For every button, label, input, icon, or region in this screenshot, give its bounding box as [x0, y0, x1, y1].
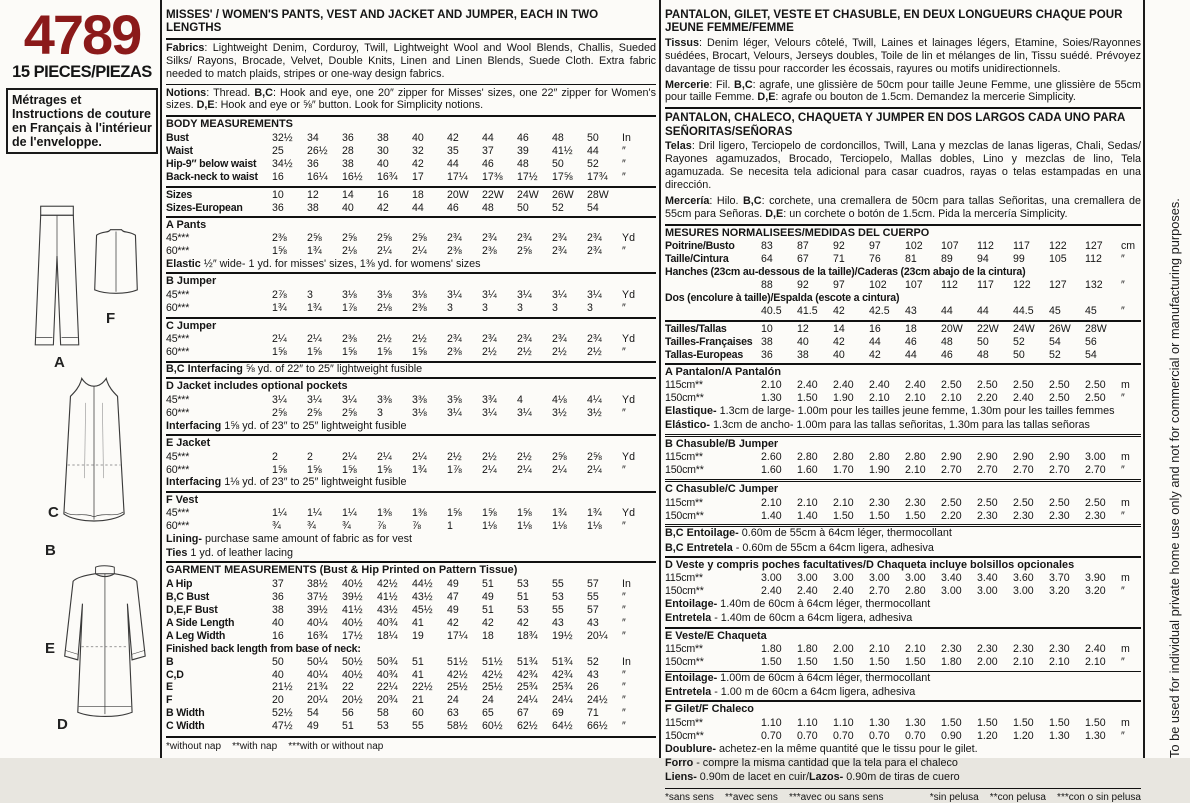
d-entoilage-note: Entoilage- 1.40m de 60cm à 64cm léger, thermocollant — [665, 598, 931, 611]
table-row: 45*** 2⅜ 2⅝ 2⅝ 2⅝ 2⅝ 2¾ 2¾ 2¾ 2¾ 2¾ Yd — [166, 232, 635, 245]
mesures-heading: MESURES NORMALISEES/MEDIDAS DEL CUERPO — [665, 226, 930, 239]
e-interfacing-note: Interfacing 1⅛ yd. of 23″ to 25″ lightweight fusible — [166, 476, 407, 489]
jumper-line-art — [62, 374, 126, 556]
international-column — [665, 6, 1141, 803]
e-entretela-note: Entretela - 1.00 m de 60cm a 64cm ligera, adhesiva — [665, 686, 916, 699]
table-row: 45*** 2⅞ 3 3⅛ 3⅛ 3⅛ 3¼ 3¼ 3¼ 3¼ 3¼ Yd — [166, 288, 635, 301]
figure-label-e: E — [45, 640, 56, 657]
c-jumper-heading: C Jumper — [166, 319, 217, 332]
table-row: A Side Length 40 40¼ 40½ 40¾ 41 42 42 42 43 43 ″ — [166, 616, 626, 629]
table-row: Sizes-European 36 38 40 42 44 46 48 50 52 54 — [166, 201, 599, 214]
fabrics-paragraph: Fabrics: Lightweight Denim, Corduroy, Twill, Lightweight Wool and Wool Blends, Challis, Sueded Silks/ Rayons, Brocade, Velvet, Double Knits, Linen and Linen Blends, Suede Cloth. Extra fabric needed to match plaids, stripes or one-way design fabrics. — [166, 41, 656, 80]
sizes-table — [166, 188, 656, 216]
notions-paragraph: Notions: Thread. B,C: Hook and eye, one 20″ zipper for Misses' sizes, one 22″ zipper for Women's sizes. D,E: Hook and eye or ⅝″ button. Look for Simplicity notions. — [166, 86, 656, 112]
elastico-note: Elástico- 1.3cm de ancho- 1.00m para las tallas señoritas, 1.30m para las tallas señoras — [665, 419, 1090, 432]
table-row: 115cm** 3.00 3.00 3.00 3.00 3.00 3.40 3.40 3.60 3.70 3.90 m — [665, 572, 1130, 585]
column-divider — [160, 0, 162, 758]
pants-line-art — [28, 200, 86, 352]
bc-entoilage-note: B,C Entoilage- 0.60m de 55cm à 64cm léger, thermocollant — [665, 527, 952, 540]
table-row: 150cm** 1.30 1.50 1.90 2.10 2.10 2.10 2.20 2.40 2.50 2.50 ″ — [665, 392, 1125, 405]
home-use-notice: To be used for individual private home use only and not for commercial or manufacturing purposes. — [1167, 198, 1182, 758]
d-veste-heading: D Veste y compris poches facultatives/D Chaqueta incluye bolsillos opcionales — [665, 558, 1075, 571]
table-row: Taille/Cintura 64 67 71 76 81 89 94 99 105 112 ″ — [665, 253, 1125, 266]
table-row: 150cm** 1.40 1.40 1.50 1.50 1.50 2.20 2.30 2.30 2.30 2.30 ″ — [665, 509, 1125, 522]
table-row: Tailles-Françaises 38 40 42 44 46 48 50 52 54 56 — [665, 335, 1097, 348]
tailles-table — [665, 322, 1141, 363]
c-chasuble-heading: C Chasuble/C Jumper — [665, 483, 779, 495]
english-column — [166, 6, 656, 752]
table-row: 45*** 3¼ 3¼ 3¼ 3⅜ 3⅜ 3⅝ 3¾ 4 4⅛ 4¼ Yd — [166, 393, 635, 406]
table-row: D,E,F Bust 38 39½ 41½ 43½ 45½ 49 51 53 55 57 ″ — [166, 603, 626, 616]
a-pantalon-heading: A Pantalon/A Pantalón — [665, 365, 781, 378]
telas-paragraph: Telas: Dril ligero, Terciopelo de cordoncillos, Twill, Lana y mezclas de lanas ligeras, Chali, Sedas/ Rayones agamuzados, Brocado, Terciopelo, Mallas dobles, Lino y mezclas de lino, Tela agamuzada. Se necesita tela adicional para casar cuadros, rayas o telas estampadas en una dirección. — [665, 140, 1141, 191]
spanish-title: PANTALON, CHALECO, CHAQUETA Y JUMPER EN DOS LARGOS CADA UNO PARA SEÑORITAS/SEÑORAS — [665, 111, 1125, 138]
figure-label-f: F — [106, 310, 116, 327]
table-row: Dos (encolure à taille)/Espalda (escote a cintura) — [665, 292, 900, 305]
e-jacket-table — [166, 451, 656, 477]
table-row: B 50 50¼ 50½ 50¾ 51 51½ 51½ 51¾ 51¾ 52 In — [166, 655, 631, 668]
table-row: 60*** 2⅝ 2⅝ 2⅝ 3 3⅛ 3¼ 3¼ 3¼ 3½ 3½ ″ — [166, 406, 626, 419]
table-row: 60*** 1⅝ 1⅝ 1⅝ 1⅝ 1⅝ 2⅜ 2½ 2½ 2½ 2½ ″ — [166, 346, 626, 359]
table-row: Sizes 10 12 14 16 18 20W 22W 24W 26W 28W — [166, 188, 609, 201]
c-chasuble-table — [665, 497, 1141, 523]
table-row: 60*** ¾ ¾ ¾ ⅞ ⅞ 1 1⅛ 1⅛ 1⅛ 1⅛ ″ — [166, 520, 626, 533]
table-row: 115cm** 2.10 2.10 2.10 2.30 2.30 2.50 2.50 2.50 2.50 2.50 m — [665, 496, 1130, 509]
table-row: 150cm** 0.70 0.70 0.70 0.70 0.70 0.90 1.20 1.20 1.30 1.30 ″ — [665, 729, 1125, 742]
a-pants-table — [166, 232, 656, 258]
pattern-number: 4789 — [23, 3, 141, 66]
d-veste-table — [665, 572, 1141, 598]
left-column — [6, 3, 158, 154]
table-row: Hanches (23cm au-dessous de la taille)/Caderas (23cm abajo de la cintura) — [665, 266, 1026, 279]
figure-label-b: B — [45, 542, 56, 559]
forro-note: Forro - compre la misma cantidad que la tela para el chaleco — [665, 757, 958, 770]
table-row: E 21½ 21¾ 22 22¼ 22½ 25½ 25½ 25¾ 25¾ 26 ″ — [166, 681, 626, 694]
international-footnotes — [665, 789, 1141, 803]
f-gilet-heading: F Gilet/F Chaleco — [665, 703, 754, 716]
ties-note: Ties 1 yd. of leather lacing — [166, 547, 294, 560]
body-measurements-table — [166, 132, 656, 184]
e-jacket-heading: E Jacket — [166, 436, 211, 449]
e-veste-heading: E Veste/E Chaqueta — [665, 629, 767, 642]
f-vest-heading: F Vest — [166, 493, 199, 506]
table-row: 115cm** 2.60 2.80 2.80 2.80 2.80 2.90 2.90 2.90 2.90 3.00 m — [665, 451, 1130, 464]
table-row: F 20 20¼ 20½ 20¾ 21 24 24 24¼ 24¼ 24½ ″ — [166, 694, 626, 707]
figure-label-a: A — [54, 354, 65, 371]
table-row: Hip-9″ below waist 34½ 36 38 40 42 44 46 48 50 52 ″ — [166, 157, 626, 170]
table-row: Poitrine/Busto 83 87 92 97 102 107 112 117 122 127 cm — [665, 240, 1136, 253]
table-row: Bust 32½ 34 36 38 40 42 44 46 48 50 In — [166, 132, 631, 145]
liens-note: Liens- 0.90m de lacet en cuir/Lazos- 0.90m de tiras de cuero — [665, 771, 960, 784]
f-gilet-table — [665, 717, 1141, 743]
b-jumper-table — [166, 289, 656, 315]
table-row: 60*** 1⅝ 1¾ 2⅛ 2¼ 2¼ 2⅜ 2⅜ 2⅝ 2¾ 2¾ ″ — [166, 245, 626, 258]
table-row: Back-neck to waist 16 16¼ 16½ 16¾ 17 17¼ 17⅜ 17½ 17⅝ 17¾ ″ — [166, 170, 626, 183]
figure-label-c: C — [48, 504, 59, 521]
table-row: 150cm** 1.60 1.60 1.70 1.90 2.10 2.70 2.70 2.70 2.70 2.70 ″ — [665, 464, 1125, 477]
mesures-table — [665, 240, 1141, 318]
french-title: PANTALON, GILET, VESTE ET CHASUBLE, EN DEUX LONGUEURS CHAQUE POUR JEUNE FEMME/FEMME — [665, 8, 1123, 35]
table-row: Tailles/Tallas 10 12 14 16 18 20W 22W 24W 26W 28W — [665, 322, 1107, 335]
table-row: 115cm** 2.10 2.40 2.40 2.40 2.40 2.50 2.50 2.50 2.50 2.50 m — [665, 379, 1130, 392]
table-row: 88 92 97 102 107 112 117 122 127 132 ″ — [761, 279, 1125, 292]
english-footnotes: *without nap **with nap ***with or without nap — [166, 741, 384, 753]
a-pantalon-table — [665, 379, 1141, 405]
bc-entretela-note: B,C Entretela - 0.60m de 55cm a 64cm ligera, adhesiva — [665, 541, 934, 554]
table-row: B Width 52½ 54 56 58 60 63 65 67 69 71 ″ — [166, 707, 626, 720]
d-entretela-note: Entretela - 1.40m de 60cm a 64cm ligera, adhesiva — [665, 612, 913, 625]
a-pants-heading: A Pants — [166, 218, 207, 231]
table-row: 60*** 1⅝ 1⅝ 1⅝ 1⅝ 1¾ 1⅞ 2¼ 2¼ 2¼ 2¼ ″ — [166, 463, 626, 476]
garment-measurements-table — [166, 578, 656, 733]
mercerie-paragraph: Mercerie: Fil. B,C: agrafe, une glissière de 50cm pour taille Jeune Femme, une glissière de 55cm pour taille Femme. D,E: agrafe ou bouton de 1.5cm. Demandez la mercerie Simplicity. — [665, 78, 1141, 104]
pieces-count: 15 PIECES/PIEZAS — [12, 63, 152, 82]
d-jacket-heading: D Jacket includes optional pockets — [166, 380, 348, 393]
e-entoilage-note: Entoilage- 1.00m de 60cm à 64cm léger, thermocollant — [665, 672, 931, 685]
body-measurements-heading: BODY MEASUREMENTS — [166, 118, 293, 131]
f-vest-table — [166, 507, 656, 533]
table-row: A Hip 37 38½ 40½ 42½ 44½ 49 51 53 55 57 In — [166, 578, 631, 591]
coat-line-art — [60, 564, 148, 722]
e-veste-table — [665, 643, 1141, 669]
elastique-note: Elastique- 1.3cm de large- 1.00m pour les tailles jeune femme, 1.30m pour les tailles femmes — [665, 405, 1115, 418]
table-row: C,D 40 40¼ 40½ 40¾ 41 42½ 42½ 42¾ 42¾ 43 ″ — [166, 668, 626, 681]
table-row: B,C Bust 36 37½ 39½ 41½ 43½ 47 49 51 53 55 ″ — [166, 590, 626, 603]
table-row: 45*** 1¼ 1¼ 1¼ 1⅜ 1⅜ 1⅝ 1⅝ 1⅝ 1¾ 1¾ Yd — [166, 507, 635, 520]
c-jumper-table — [166, 333, 656, 359]
bc-interfacing-note: B,C Interfacing ⅝ yd. of 22″ to 25″ lightweight fusible — [166, 363, 423, 376]
b-chasuble-heading: B Chasuble/B Jumper — [665, 437, 779, 450]
spanish-footnotes: *sin pelusa **con pelusa ***con o sin pelusa — [929, 792, 1141, 803]
doublure-note: Doublure- achetez-en la même quantité que le tissu pour le gilet. — [665, 742, 978, 755]
table-row: Waist 25 26½ 28 30 32 35 37 39 41½ 44 ″ — [166, 144, 626, 157]
b-chasuble-table — [665, 451, 1141, 477]
elastic-note: Elastic ½″ wide- 1 yd. for misses' sizes, 1⅜ yd. for womens' sizes — [166, 258, 481, 271]
b-jumper-heading: B Jumper — [166, 275, 217, 288]
merceria-paragraph: Mercería: Hilo. B,C: corchete, una cremallera de 50cm para tallas Señoritas, una cremallera de 55cm para Señoras. D,E: un corchete o botón de 1.5cm. Pida la mercería Simplicity. — [665, 194, 1141, 220]
d-jacket-table — [166, 394, 656, 420]
table-row: 45*** 2¼ 2¼ 2⅜ 2½ 2½ 2¾ 2¾ 2¾ 2¾ 2¾ Yd — [166, 333, 635, 346]
vest-line-art — [91, 226, 141, 300]
table-row: 150cm** 2.40 2.40 2.40 2.70 2.80 3.00 3.00 3.00 3.20 3.20 ″ — [665, 585, 1125, 598]
garment-measurements-heading: GARMENT MEASUREMENTS (Bust & Hip Printed on Pattern Tissue) — [166, 564, 518, 577]
table-row: A Leg Width 16 16¾ 17½ 18¼ 19 17¼ 18 18¾ 19½ 20¼ ″ — [166, 629, 626, 642]
table-row: 60*** 1¾ 1¾ 1⅞ 2⅛ 2⅜ 3 3 3 3 3 ″ — [166, 301, 626, 314]
tissus-paragraph: Tissus: Denim léger, Velours côtelé, Twill, Laines et lainages légers, Etamine, Soies/Rayonnes suédées, Brocart, Velours, Jerseys doubles, Toile de lin et mélanges de lin, Tissu suédé. Prévoyez davantage de tissu pour raccorder les écossais, rayures ou motifs unidirectionnels. — [665, 36, 1141, 75]
english-title: MISSES' / WOMEN'S PANTS, VEST AND JACKET AND JUMPER, EACH IN TWO LENGTHS — [166, 6, 656, 40]
column-divider — [659, 0, 661, 758]
french-footnotes: *sans sens **avec sens ***avec ou sans sens — [665, 792, 884, 803]
table-row: 150cm** 1.50 1.50 1.50 1.50 1.50 1.80 2.00 2.10 2.10 2.10 ″ — [665, 656, 1125, 669]
lining-note: Lining- purchase same amount of fabric as for vest — [166, 533, 413, 546]
d-interfacing-note: Interfacing 1⅝ yd. of 23″ to 25″ lightweight fusible — [166, 419, 407, 432]
table-row: 115cm** 1.80 1.80 2.00 2.10 2.10 2.30 2.30 2.30 2.30 2.40 m — [665, 643, 1130, 656]
table-row: Finished back length from base of neck: — [166, 642, 361, 655]
table-row: 40.5 41.5 42 42.5 43 44 44 44.5 45 45 ″ — [761, 305, 1125, 318]
table-row: C Width 47½ 49 51 53 55 58½ 60½ 62½ 64½ 66½ ″ — [166, 720, 626, 733]
table-row: Tallas-Europeas 36 38 40 42 44 46 48 50 52 54 — [665, 348, 1097, 361]
table-row: 45*** 2 2 2¼ 2¼ 2¼ 2½ 2½ 2½ 2⅝ 2⅝ Yd — [166, 450, 635, 463]
figure-label-d: D — [57, 716, 68, 733]
table-row: 115cm** 1.10 1.10 1.10 1.30 1.30 1.50 1.50 1.50 1.50 1.50 m — [665, 717, 1130, 730]
french-note-box: Métrages et Instructions de couture en Français à l'intérieur de l'enveloppe. — [6, 88, 158, 154]
margin-divider — [1143, 0, 1145, 758]
